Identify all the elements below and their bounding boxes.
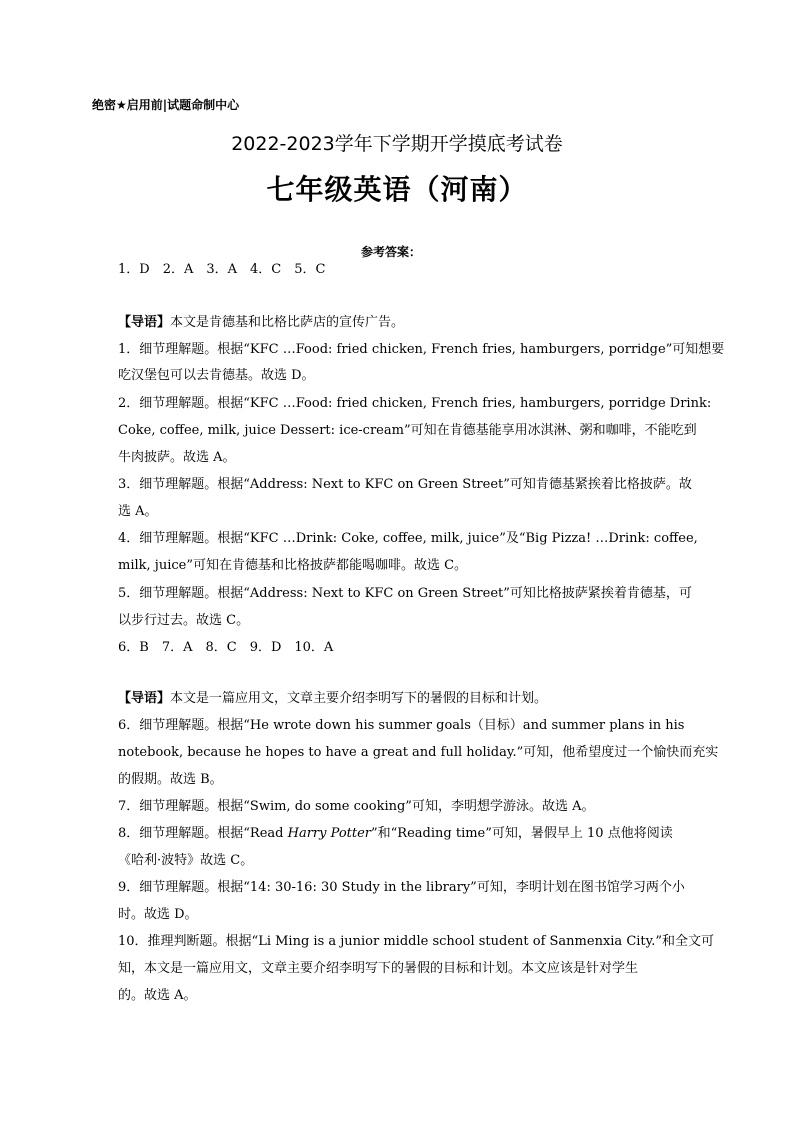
explanation-line: 9．细节理解题。根据“14: 30-16: 30 Study in the library”可知，李明计划在图书馆学习两个小 <box>118 880 685 895</box>
explanation-line: 6．细节理解题。根据“He wrote down his summer goals（目标）and summer plans in his <box>118 718 685 733</box>
answer-key-row-1: 1．D 2．A 3．A 4．C 5．C <box>118 262 326 277</box>
section2-guide <box>118 692 547 705</box>
explanation-line: 选 A。 <box>118 504 158 519</box>
explanation-line: milk, juice”可知在肯德基和比格披萨都能喝咖啡。故选 C。 <box>118 558 468 573</box>
explanation-line: 的假期。故选 B。 <box>118 772 223 787</box>
explanation-line: 《哈利·波特》故选 C。 <box>118 853 254 868</box>
explanation-line: 吃汉堡包可以去肯德基。故选 D。 <box>118 368 315 383</box>
explanation-line: 牛肉披萨。故选 A。 <box>118 450 236 465</box>
explanation-line: Coke, coffee, milk, juice Dessert: ice-cream”可知在肯德基能享用冰淇淋、粥和咖啡，不能吃到 <box>118 423 697 438</box>
explanation-line: 5．细节理解题。根据“Address: Next to KFC on Green Street”可知比格披萨紧挨着肯德基，可 <box>118 586 692 601</box>
exam-title: 2022-2023学年下学期开学摸底考试卷 <box>231 133 563 155</box>
explanation-line: 10．推理判断题。根据“Li Ming is a junior middle school student of Sanmenxia City.”和全文可 <box>118 934 715 949</box>
line8-suffix: ”和“Reading time”可知，暑假早上 10 点他将阅读 <box>371 826 673 841</box>
guide-text: 本文是一篇应用文，文章主要介绍李明写下的暑假的目标和计划。 <box>170 691 548 706</box>
explanation-line: notebook, because he hopes to have a great and full holiday.”可知，他希望度过一个愉快而充实 <box>118 745 719 760</box>
line8-prefix: 8．细节理解题。根据“Read <box>118 826 288 841</box>
explanation-line <box>118 827 673 840</box>
explanation-line: 知，本文是一篇应用文，文章主要介绍李明写下的暑假的目标和计划。本文应该是针对学生 <box>118 961 639 976</box>
explanation-line: 3．细节理解题。根据“Address: Next to KFC on Green Street”可知肯德基紧挨着比格披萨。故 <box>118 477 692 492</box>
explanation-line: 1．细节理解题。根据“KFC …Food: fried chicken, French fries, hamburgers, porridge”可知想要 <box>118 342 725 357</box>
answers-heading: 参考答案： <box>361 245 422 259</box>
answer-key-row-2: 6．B 7．A 8．C 9．D 10．A <box>118 640 334 655</box>
guide-label: 【导语】 <box>118 691 171 706</box>
guide-label: 【导语】 <box>118 315 171 330</box>
section1-guide <box>118 316 404 329</box>
explanation-line: 时。故选 D。 <box>118 907 198 922</box>
explanation-line: 7．细节理解题。根据“Swim, do some cooking”可知，李明想学游泳。故选 A。 <box>118 799 595 814</box>
book-title: Harry Potter <box>287 826 372 841</box>
explanation-line: 的。故选 A。 <box>118 988 197 1003</box>
explanation-line: 以步行过去。故选 C。 <box>118 613 250 628</box>
explanation-line: 4．细节理解题。根据“KFC …Drink: Coke, coffee, milk, juice”及“Big Pizza! …Drink: coffee, <box>118 531 698 546</box>
confidential-label: 绝密★启用前|试题命制中心 <box>92 98 240 112</box>
explanation-line: 2．细节理解题。根据“KFC …Food: fried chicken, French fries, hamburgers, porridge Drink: <box>118 396 712 411</box>
subject-title: 七年级英语（河南） <box>266 173 528 206</box>
guide-text: 本文是肯德基和比格比萨店的宣传广告。 <box>170 315 405 330</box>
